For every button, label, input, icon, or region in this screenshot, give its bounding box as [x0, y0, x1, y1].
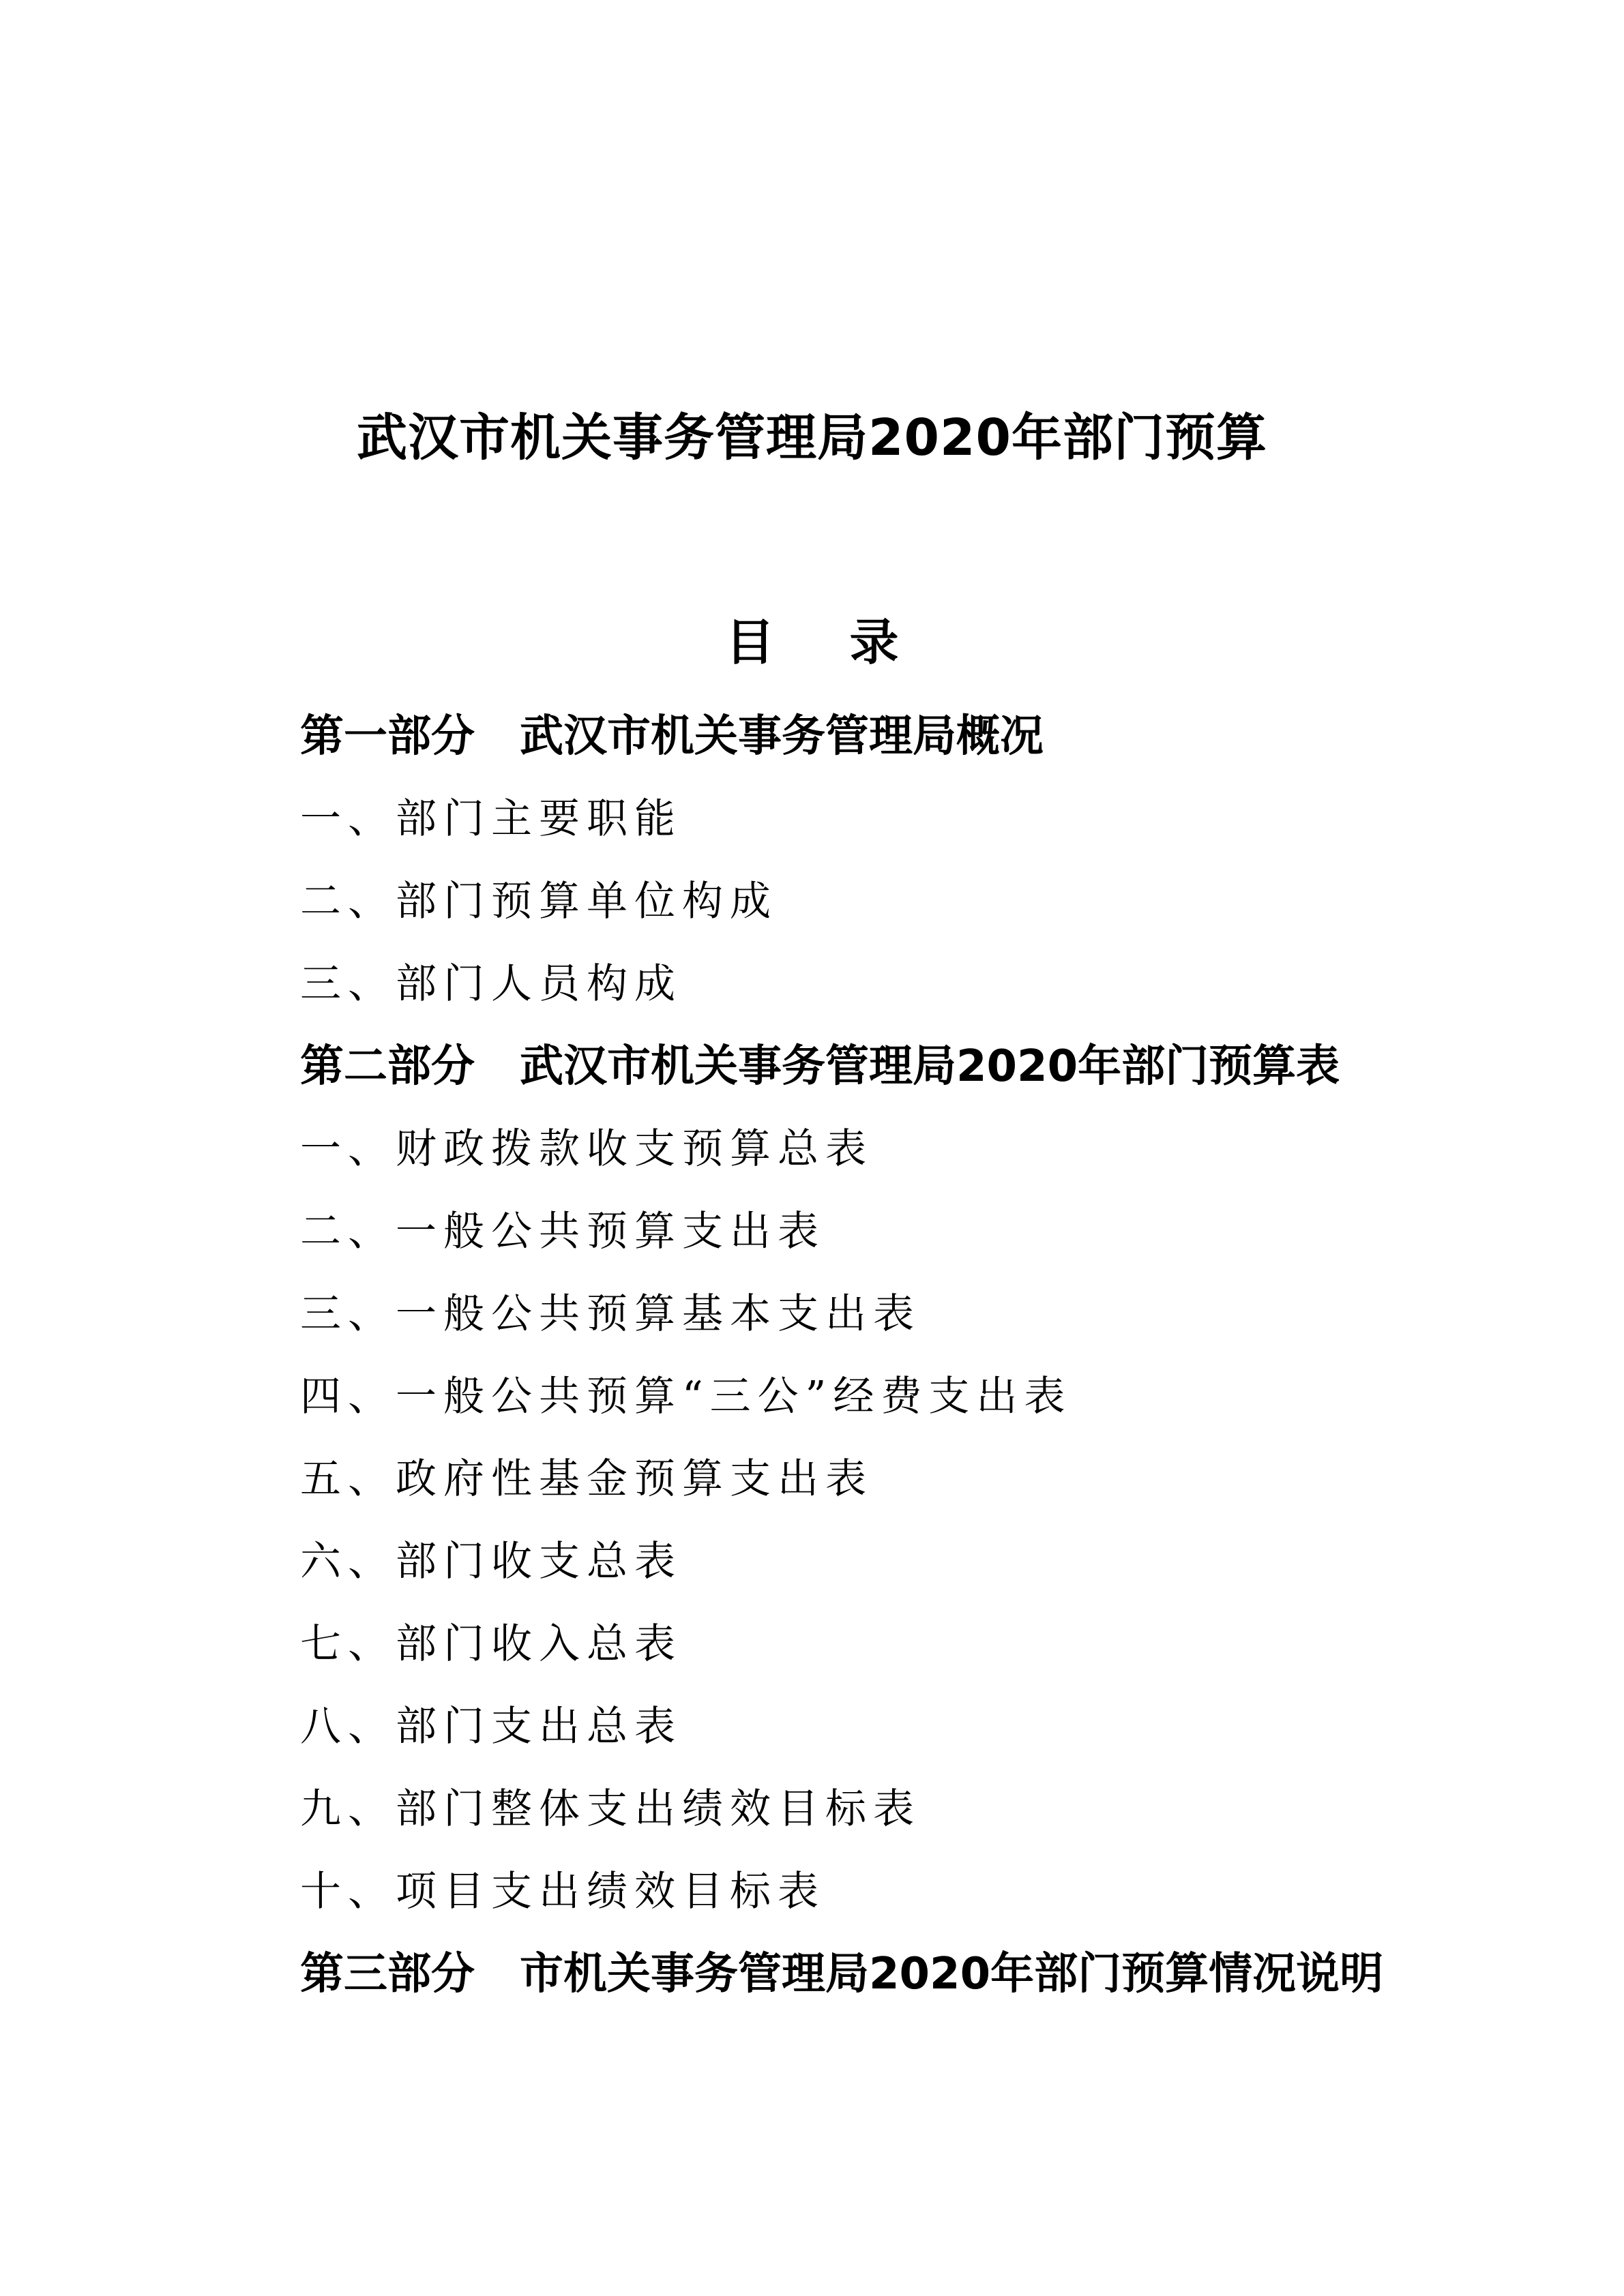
toc-item[interactable]: 七、部门收入总表 [300, 1620, 682, 1668]
toc-part-title: 武汉市机关事务管理局概况 [520, 711, 1044, 762]
toc-item[interactable]: 三、部门人员构成 [300, 960, 682, 1008]
toc-part-2[interactable] [300, 1026, 1596, 1108]
toc-part-title: 市机关事务管理局2020年部门预算情况说明 [520, 1949, 1384, 1999]
toc-item[interactable]: 六、部门收支总表 [300, 1538, 682, 1585]
toc-part-label: 第二部分 [300, 1041, 475, 1092]
toc-heading: 目录 [725, 614, 974, 671]
toc-part-label: 第一部分 [300, 711, 475, 762]
toc-item[interactable]: 九、部门整体支出绩效目标表 [300, 1785, 921, 1833]
toc-item[interactable]: 八、部门支出总表 [300, 1703, 682, 1750]
toc-item[interactable]: 十、项目支出绩效目标表 [300, 1868, 825, 1915]
toc-item[interactable]: 一、部门主要职能 [300, 795, 682, 843]
toc-item[interactable]: 三、一般公共预算基本支出表 [300, 1290, 921, 1338]
toc-item[interactable]: 二、部门预算单位构成 [300, 878, 778, 925]
toc-list [300, 696, 1596, 2016]
toc-part-title: 武汉市机关事务管理局2020年部门预算表 [520, 1041, 1340, 1092]
document-title: 武汉市机关事务管理局2020年部门预算 [357, 408, 1267, 467]
toc-part-3[interactable] [300, 1933, 1596, 2016]
toc-item[interactable]: 二、一般公共预算支出表 [300, 1208, 825, 1255]
toc-item[interactable]: 四、一般公共预算“三公”经费支出表 [300, 1373, 1072, 1420]
toc-item[interactable]: 五、政府性基金预算支出表 [300, 1455, 873, 1503]
toc-item[interactable]: 一、财政拨款收支预算总表 [300, 1125, 873, 1173]
toc-part-1[interactable] [300, 696, 1596, 778]
toc-part-label: 第三部分 [300, 1949, 475, 1999]
